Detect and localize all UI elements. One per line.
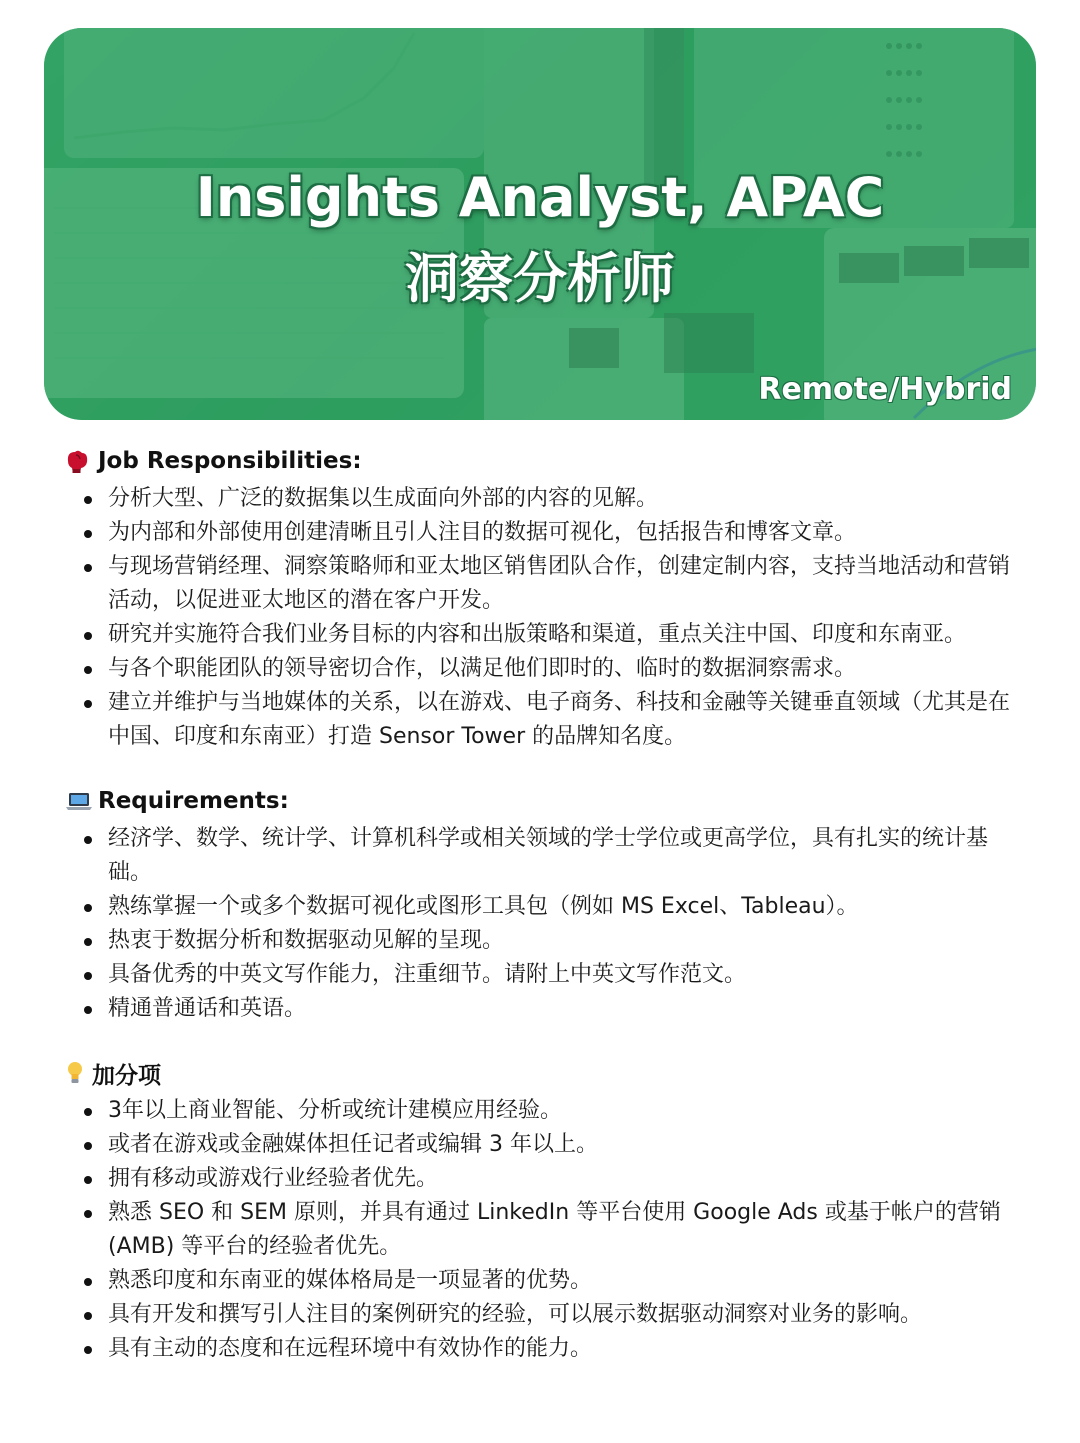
work-mode-label: Remote/Hybrid — [758, 372, 1012, 407]
list-item: 3年以上商业智能、分析或统计建模应用经验。 — [64, 1094, 1024, 1128]
list-item: 具有主动的态度和在远程环境中有效协作的能力。 — [64, 1332, 1024, 1366]
job-title-chinese: 洞察分析师 — [405, 247, 675, 310]
list-item: 熟练掌握一个或多个数据可视化或图形工具包（例如 MS Excel、Tableau）。 — [64, 890, 1024, 924]
list-item: 精通普通话和英语。 — [64, 992, 1024, 1026]
list-item: 拥有移动或游戏行业经验者优先。 — [64, 1162, 1024, 1196]
list-item: 与各个职能团队的领导密切合作，以满足他们即时的、临时的数据洞察需求。 — [64, 652, 1024, 686]
laptop-icon — [64, 787, 94, 815]
section-bonus — [64, 1052, 1024, 1366]
list-item: 熟悉 SEO 和 SEM 原则，并具有通过 LinkedIn 等平台使用 Google Ads 或基于帐户的营销 (AMB) 等平台的经验者优先。 — [64, 1196, 1024, 1264]
section-heading-text: 加分项 — [92, 1062, 161, 1089]
section-responsibilities — [64, 440, 1024, 754]
list-item: 或者在游戏或金融媒体担任记者或编辑 3 年以上。 — [64, 1128, 1024, 1162]
boxing-glove-icon — [64, 447, 94, 475]
section-heading — [64, 1052, 1024, 1094]
list-item: 具备优秀的中英文写作能力，注重细节。请附上中英文写作范文。 — [64, 958, 1024, 992]
requirements-list — [64, 822, 1024, 1026]
list-item: 为内部和外部使用创建清晰且引人注目的数据可视化，包括报告和博客文章。 — [64, 516, 1024, 550]
job-description — [64, 440, 1024, 1392]
list-item: 具有开发和撰写引人注目的案例研究的经验，可以展示数据驱动洞察对业务的影响。 — [64, 1298, 1024, 1332]
list-item: 与现场营销经理、洞察策略师和亚太地区销售团队合作，创建定制内容，支持当地活动和营销活动，以促进亚太地区的潜在客户开发。 — [64, 550, 1024, 618]
list-item: 建立并维护与当地媒体的关系，以在游戏、电子商务、科技和金融等关键垂直领域（尤其是在中国、印度和东南亚）打造 Sensor Tower 的品牌知名度。 — [64, 686, 1024, 754]
header-banner — [44, 28, 1036, 420]
list-item: 分析大型、广泛的数据集以生成面向外部的内容的见解。 — [64, 482, 1024, 516]
section-heading-text: Job Responsibilities: — [98, 448, 362, 474]
list-item: 熟悉印度和东南亚的媒体格局是一项显著的优势。 — [64, 1264, 1024, 1298]
section-heading — [64, 780, 1024, 822]
list-item: 热衷于数据分析和数据驱动见解的呈现。 — [64, 924, 1024, 958]
section-requirements — [64, 780, 1024, 1026]
job-title-english: Insights Analyst, APAC — [195, 166, 885, 229]
bonus-list — [64, 1094, 1024, 1366]
lightbulb-icon — [64, 1059, 88, 1087]
section-heading — [64, 440, 1024, 482]
list-item: 研究并实施符合我们业务目标的内容和出版策略和渠道，重点关注中国、印度和东南亚。 — [64, 618, 1024, 652]
list-item: 经济学、数学、统计学、计算机科学或相关领域的学士学位或更高学位，具有扎实的统计基础。 — [64, 822, 1024, 890]
responsibilities-list — [64, 482, 1024, 754]
section-heading-text: Requirements: — [98, 788, 289, 814]
